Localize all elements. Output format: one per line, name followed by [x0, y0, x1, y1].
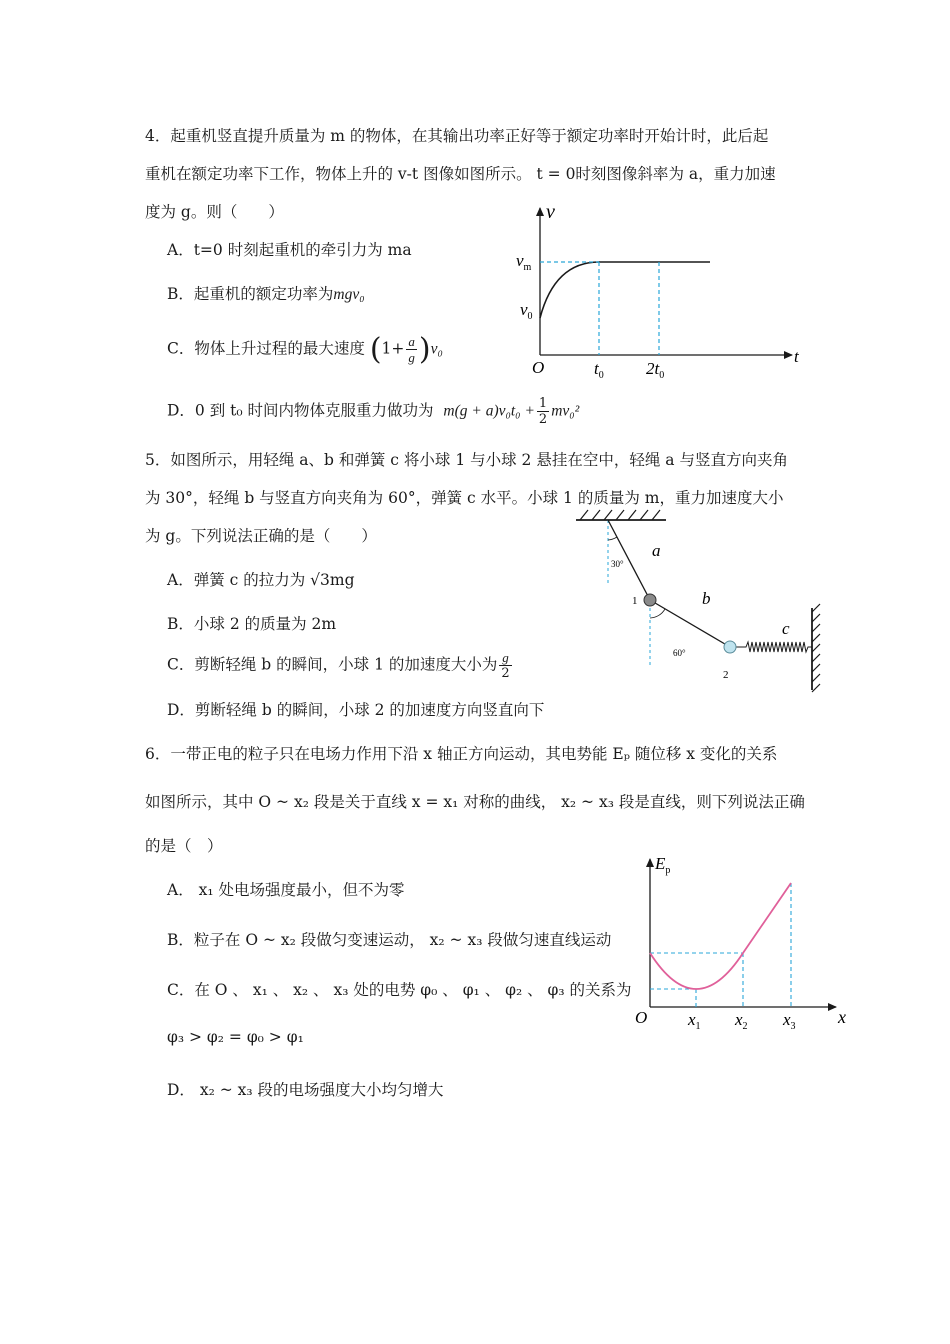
q6-option-b: B．粒子在 O ~ x₂ 段做匀变速运动， x₂ ~ x₃ 段做匀速直线运动 [167, 931, 612, 949]
q4-vm-label: $v_m$ [516, 251, 532, 273]
q4-option-d-half [537, 396, 549, 427]
q5-label-b: b [702, 589, 711, 608]
q4-option-c-fraction [406, 334, 417, 365]
q5-label-ball-2: 2 [723, 669, 729, 681]
q5-option-d: D．剪断轻绳 b 的瞬间，小球 2 的加速度方向竖直向下 [167, 701, 545, 719]
q5-option-c-text: C．剪断轻绳 b 的瞬间，小球 1 的加速度大小为 [167, 655, 498, 674]
q6-option-a: A． x₁ 处电场强度最小，但不为零 [167, 881, 405, 899]
q6-option-c-relation: φ₃ > φ₂ = φ₀ > φ₁ [167, 1028, 304, 1046]
q6-ep-label: $E_p$ [655, 854, 671, 876]
q4-option-c-v0: v₀ [430, 340, 443, 358]
q4-stem-line3: 度为 g。则（ ） [145, 203, 284, 221]
q5-option-a: A．弹簧 c 的拉力为 √3mg [167, 571, 355, 589]
q5-spring-c [736, 642, 812, 652]
q4-option-a: A．t=0 时刻起重机的牵引力为 ma [167, 241, 412, 259]
q4-stem-line1: 4．起重机竖直提升质量为 m 的物体，在其输出功率正好等于额定功率时开始计时，此后起 [145, 127, 769, 145]
q4-option-c-a: a [408, 334, 415, 349]
q4-option-c: C．物体上升过程的最大速度 (1+ $\frac{a}{g}$ )v₀ [167, 332, 443, 367]
q6-stem-line2: 如图所示，其中 O ~ x₂ 段是关于直线 x = x₁ 对称的曲线， x₂ ~ x₃ 段是直线，则下列说法正确 [145, 793, 805, 811]
q5-option-c [167, 650, 514, 681]
q4-option-b [167, 282, 365, 304]
q5-stem-line1: 5．如图所示，用轻绳 a、b 和弹簧 c 将小球 1 与小球 2 悬挂在空中，轻绳 a 与竖直方向夹角 [145, 451, 788, 469]
q4-t0-label: $t_0$ [594, 359, 604, 381]
q4-option-d [167, 396, 579, 427]
q6-x1-label: $x_1$ [688, 1010, 701, 1032]
q6-ep-curve [650, 883, 791, 989]
q4-option-d-math1: m(g + a)v₀t₀ + [443, 402, 535, 420]
q4-option-b-math: mgv₀ [333, 286, 365, 303]
q5-ball-1 [644, 594, 656, 606]
q4-2t0-label: $2t_0$ [646, 359, 665, 381]
q5-option-b: B．小球 2 的质量为 2m [167, 615, 337, 633]
q4-vt-graph [510, 200, 810, 380]
q6-origin-label: O [635, 1008, 648, 1027]
q5-label-c: c [782, 619, 790, 638]
q5-option-c-den: 2 [501, 666, 510, 681]
q5-label-angle-60: 60° [673, 648, 686, 658]
q5-angle-arc-60 [650, 609, 665, 618]
q6-stem-line1: 6．一带正电的粒子只在电场力作用下沿 x 轴正方向运动，其电势能 Eₚ 随位移 x 变化的关系 [145, 745, 778, 763]
q5-suspension-figure [570, 508, 830, 698]
q4-option-c-g: g [408, 350, 415, 365]
q6-stem-line3: 的是（ ） [145, 837, 223, 855]
q5-option-c-fraction [499, 650, 511, 681]
q6-x2-label: $x_2$ [735, 1010, 748, 1032]
q5-option-c-num: g [499, 650, 511, 666]
q6-option-d: D． x₂ ~ x₃ 段的电场强度大小均匀增大 [167, 1081, 444, 1099]
q6-ep-graph [630, 855, 850, 1030]
q6-option-c: C．在 O 、 x₁ 、 x₂ 、 x₃ 处的电势 φ₀ 、 φ₁ 、 φ₂ 、 φ₃ 的关系为 [167, 981, 632, 999]
q5-label-a: a [652, 541, 661, 560]
q4-v-axis-label: v [546, 201, 555, 223]
q4-option-c-one: 1+ [381, 339, 405, 358]
q6-x-label: x [838, 1007, 846, 1027]
q5-rope-b [650, 600, 730, 647]
q5-stem-line3: 为 g。下列说法正确的是（ ） [145, 527, 377, 545]
q4-option-d-math2: mv₀² [551, 402, 580, 420]
q5-ball-2 [724, 641, 736, 653]
q4-origin-label: O [532, 358, 545, 377]
q4-option-c-text: C．物体上升过程的最大速度 [167, 339, 365, 358]
q5-label-angle-30: 30° [611, 559, 624, 569]
q4-option-d-half-den: 2 [538, 412, 548, 427]
q4-velocity-curve [540, 262, 710, 318]
q4-stem-line2: 重机在额定功率下工作，物体上升的 v-t 图像如图所示。 t = 0时刻图像斜率为 a，重力加速 [145, 165, 776, 183]
q5-stem-line2: 为 30°，轻绳 b 与竖直方向夹角为 60°，弹簧 c 水平。小球 1 的质量为 m，重力加速度大小 [145, 489, 784, 507]
q4-t-axis-label: t [794, 347, 799, 366]
q4-option-b-text: B．起重机的额定功率为 [167, 285, 334, 303]
q4-option-d-text: D．0 到 t₀ 时间内物体克服重力做功为 [167, 401, 434, 420]
q5-angle-arc-30 [608, 537, 617, 540]
q4-v0-label: $v_0$ [520, 300, 533, 322]
q5-label-ball-1: 1 [632, 595, 638, 607]
q4-option-d-half-num: 1 [538, 396, 548, 411]
q6-x3-label: $x_3$ [783, 1010, 796, 1032]
